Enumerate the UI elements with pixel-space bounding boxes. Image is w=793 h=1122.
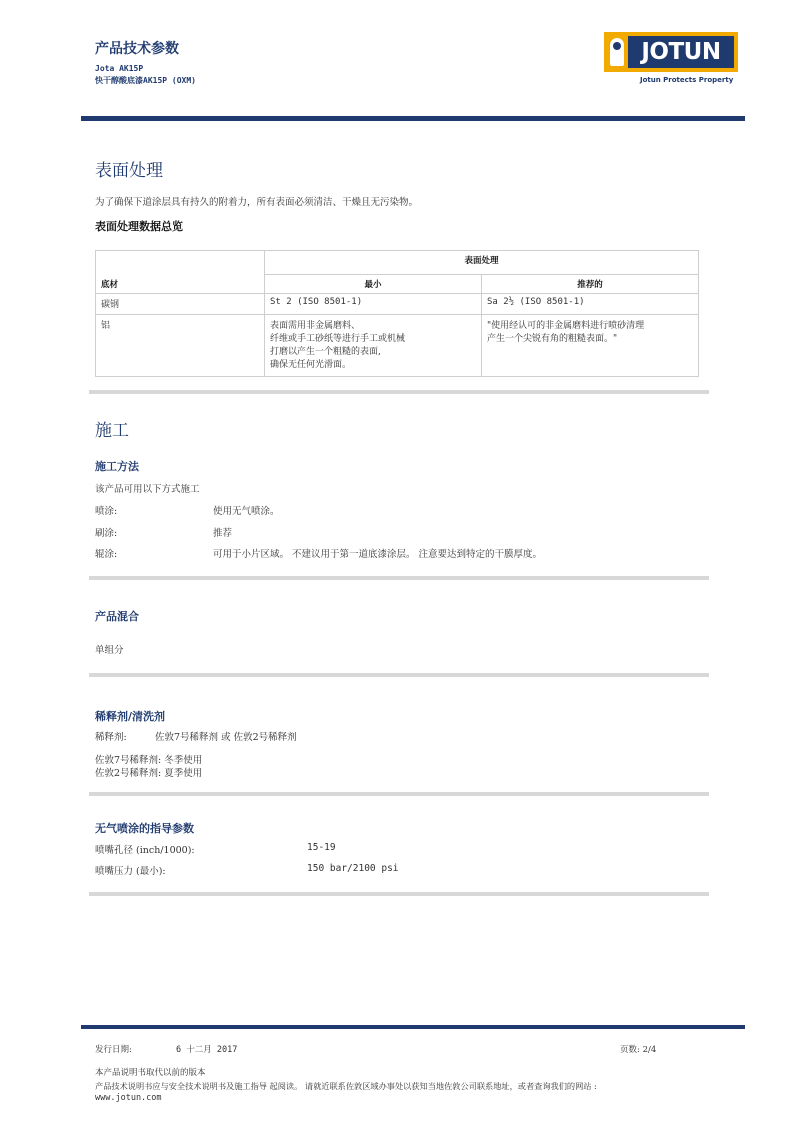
airless-value: 15-19: [307, 842, 336, 853]
issue-date-value: 6 十二月 2017: [176, 1045, 238, 1055]
logo-tagline: Jotun Protects Property: [640, 76, 734, 84]
product-name-cn: 快干醇酸底漆AK15P (OXM): [95, 76, 196, 85]
cell-line: 打磨以产生一个粗糙的表面,: [270, 347, 381, 357]
thinner-note: 佐敦7号稀释剂: 冬季使用: [95, 755, 203, 766]
footer-divider: [81, 1025, 745, 1029]
thinner-value: 佐敦7号稀释剂 或 佐敦2号稀释剂: [155, 732, 297, 743]
airless-label: 喷嘴孔径 (inch/1000):: [95, 845, 195, 856]
method-label: 喷涂:: [95, 506, 118, 517]
product-name: Jota AK15P: [95, 64, 144, 73]
cell-line: 确保无任何光滑面。: [270, 360, 352, 370]
section-separator: [89, 673, 709, 677]
method-value: 可用于小片区域。 不建议用于第一道底漆涂层。 注意要达到特定的干膜厚度。: [213, 549, 543, 560]
airless-value: 150 bar/2100 psi: [307, 863, 399, 874]
surface-table: [95, 250, 699, 377]
col-substrate: 底材: [96, 251, 265, 294]
cell-substrate: 碳钢: [96, 294, 265, 315]
section-heading-surface: 表面处理: [95, 161, 163, 181]
section-heading-application: 施工: [95, 421, 129, 441]
section-separator: [89, 576, 709, 580]
col-min: 最小: [265, 275, 482, 294]
footer-note: 产品技术说明书应与安全技术说明书及施工指导 起阅读。 请就近联系佐敦区域办事处以获知当地佐敦公司联系地址，或者查询我们的网站 :: [95, 1081, 597, 1091]
method-label: 辊涂:: [95, 549, 118, 560]
methods-intro: 该产品可用以下方式施工: [95, 484, 200, 495]
methods-heading: 施工方法: [95, 460, 139, 473]
footer-note: 本产品说明书取代以前的版本: [95, 1068, 206, 1078]
method-value: 推荐: [213, 528, 233, 539]
section-separator: [89, 892, 709, 896]
jotun-logo: [604, 32, 738, 72]
issue-date-label: 发行日期:: [95, 1045, 132, 1055]
thinner-heading: 稀释剂/清洗剂: [95, 710, 166, 723]
cell-min: [265, 315, 482, 377]
cell-min: St 2 (ISO 8501-1): [265, 294, 482, 315]
cell-recommended: [482, 315, 699, 377]
cell-line: 纤维或手工砂纸等进行手工或机械: [270, 334, 406, 344]
cell-substrate: 铝: [96, 315, 265, 377]
page-title: 产品技术参数: [95, 41, 179, 57]
airless-label: 喷嘴压力 (最小):: [95, 866, 166, 877]
cell-recommended: Sa 2½ (ISO 8501-1): [482, 294, 699, 315]
section-separator: [89, 792, 709, 796]
col-recommended: 推荐的: [482, 275, 699, 294]
mixing-heading: 产品混合: [95, 610, 139, 623]
cell-line: "使用经认可的非金属磨料进行喷砂清理: [487, 321, 645, 331]
airless-heading: 无气喷涂的指导参数: [95, 822, 194, 835]
surface-intro: 为了确保下道涂层具有持久的附着力，所有表面必须清洁、干燥且无污染物。: [95, 197, 419, 208]
table-row: [96, 294, 699, 315]
website-link[interactable]: www.jotun.com: [95, 1093, 162, 1103]
page-number: 页数: 2/4: [620, 1045, 657, 1055]
logo-figure-icon: [610, 38, 624, 66]
table-row: [96, 315, 699, 377]
thinner-label: 稀释剂:: [95, 732, 127, 743]
cell-line: 表面需用非金属磨料、: [270, 321, 361, 331]
col-group-header: 表面处理: [265, 251, 699, 275]
method-value: 使用无气喷涂。: [213, 506, 280, 517]
logo-text: JOTUN: [628, 36, 734, 68]
thinner-note: 佐敦2号稀释剂: 夏季使用: [95, 768, 203, 779]
cell-line: 产生一个尖锐有角的粗糙表面。": [487, 334, 618, 344]
method-label: 刷涂:: [95, 528, 118, 539]
surface-summary-heading: 表面处理数据总览: [95, 220, 183, 233]
header-divider: [81, 116, 745, 121]
section-separator: [89, 390, 709, 394]
mixing-text: 单组分: [95, 645, 124, 656]
